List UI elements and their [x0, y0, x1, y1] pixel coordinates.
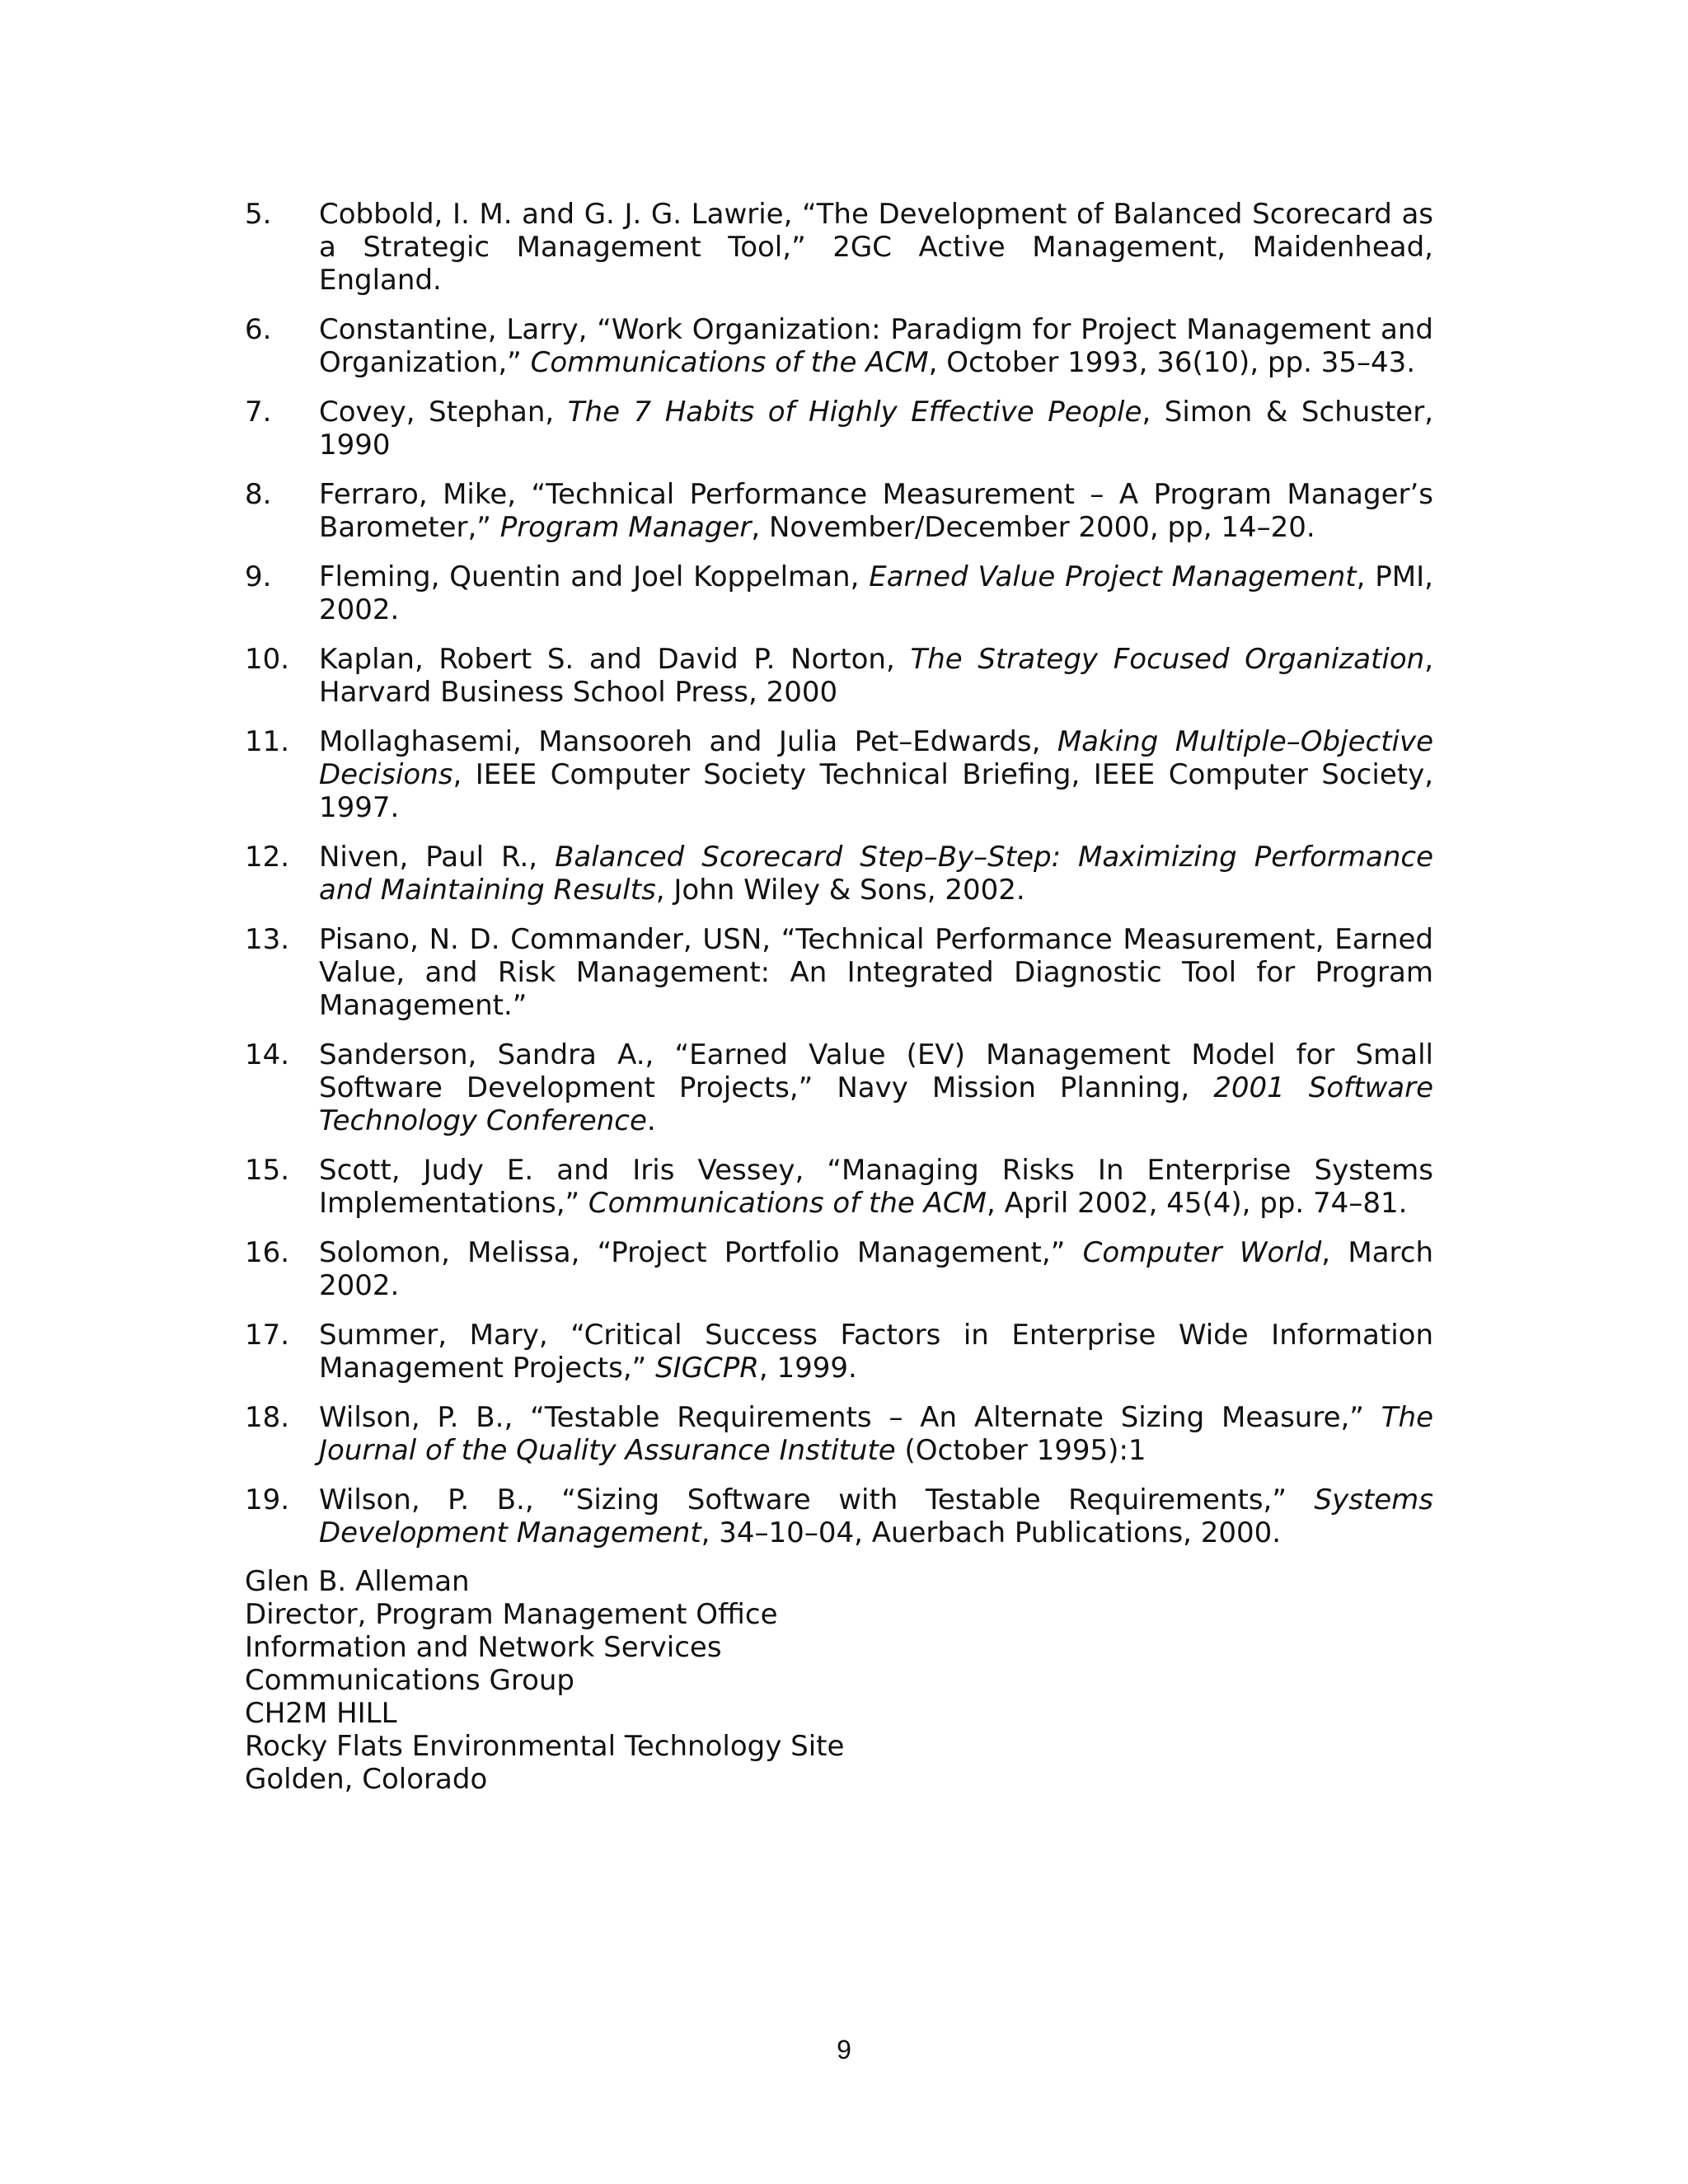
reference-number: 16.	[245, 1236, 290, 1269]
author-department: Information and Network Services	[245, 1631, 722, 1664]
reference-segment: Scott, Judy E. and Iris Vessey, “Managing Risks In Enterprise Systems Implementations,”	[319, 1154, 1433, 1220]
reference-segment: , April 2002, 45(4), pp. 74–81.	[986, 1187, 1408, 1220]
reference-number: 8.	[245, 478, 272, 511]
reference-segment: , Harvard Business School Press, 2000	[319, 643, 1433, 709]
reference-segment: Fleming, Quentin and Joel Koppelman,	[319, 560, 870, 593]
reference-number: 15.	[245, 1154, 290, 1187]
reference-item	[245, 313, 1433, 379]
reference-item	[245, 923, 1433, 1022]
reference-number: 17.	[245, 1319, 290, 1352]
reference-segment: , John Wiley & Sons, 2002.	[655, 874, 1025, 907]
reference-text	[319, 1319, 1433, 1385]
reference-italic-title: SIGCPR	[655, 1352, 759, 1385]
reference-number: 5.	[245, 198, 272, 231]
reference-item	[245, 643, 1433, 709]
reference-item	[245, 1483, 1433, 1549]
author-company: CH2M HILL	[245, 1697, 397, 1730]
reference-text	[319, 1154, 1433, 1220]
reference-item	[245, 1319, 1433, 1385]
reference-text	[319, 643, 1433, 709]
reference-segment: Kaplan, Robert S. and David P. Norton,	[319, 643, 911, 676]
reference-segment: .	[646, 1104, 656, 1137]
reference-segment: , 34–10–04, Auerbach Publications, 2000.	[701, 1516, 1282, 1549]
reference-segment: Cobbold, I. M. and G. J. G. Lawrie, “The Development of Balanced Scorecard as a Strategic Management Tool,” 2GC Active Management, Maidenhead, England.	[319, 198, 1433, 297]
reference-segment: Ferraro, Mike, “Technical Performance Measurement – A Program Manager’s Barometer,”	[319, 478, 1433, 544]
reference-segment: , Simon & Schuster, 1990	[319, 396, 1433, 462]
reference-italic-title: The Journal of the Quality Assurance Institute	[319, 1401, 1433, 1467]
reference-segment: Pisano, N. D. Commander, USN, “Technical Performance Measurement, Earned Value, and Risk Management: An Integrated Diagnostic Tool for Program Management.”	[319, 923, 1433, 1022]
reference-italic-title: Communications of the ACM	[530, 346, 929, 379]
reference-italic-title: The Strategy Focused Organization	[910, 643, 1425, 676]
page-number: 9	[837, 2035, 851, 2064]
reference-segment: , March 2002.	[319, 1236, 1434, 1302]
reference-segment: Wilson, P. B., “Sizing Software with Testable Requirements,”	[319, 1483, 1315, 1516]
author-group: Communications Group	[245, 1664, 575, 1697]
reference-text	[319, 1038, 1433, 1137]
reference-item	[245, 1038, 1433, 1137]
reference-segment: Wilson, P. B., “Testable Requirements – An Alternate Sizing Measure,”	[319, 1401, 1381, 1434]
reference-item	[245, 1401, 1433, 1467]
reference-item	[245, 560, 1433, 626]
reference-segment: (October 1995):1	[895, 1434, 1146, 1467]
reference-item	[245, 396, 1433, 462]
reference-italic-title: Computer World	[1082, 1236, 1322, 1269]
reference-number: 7.	[245, 396, 272, 429]
reference-segment: , November/December 2000, pp, 14–20.	[751, 511, 1315, 544]
reference-item	[245, 725, 1433, 824]
reference-italic-title: Program Manager	[499, 511, 752, 544]
reference-text	[319, 313, 1433, 379]
reference-italic-title: Systems Development Management	[319, 1483, 1433, 1549]
reference-italic-title: Communications of the ACM	[588, 1187, 987, 1220]
author-title: Director, Program Management Office	[245, 1598, 778, 1631]
reference-text	[319, 560, 1433, 626]
reference-item	[245, 841, 1433, 907]
reference-text	[319, 478, 1433, 544]
reference-number: 18.	[245, 1401, 290, 1434]
reference-segment: , IEEE Computer Society Technical Briefing, IEEE Computer Society, 1997.	[319, 758, 1433, 824]
reference-italic-title: Balanced Scorecard Step–By–Step: Maximizing Performance and Maintaining Results	[319, 841, 1433, 907]
reference-text	[319, 1483, 1433, 1549]
reference-italic-title: The 7 Habits of Highly Effective People	[567, 396, 1142, 429]
reference-number: 10.	[245, 643, 290, 676]
reference-text	[319, 841, 1433, 907]
reference-number: 12.	[245, 841, 290, 874]
reference-text	[319, 1401, 1433, 1467]
author-signature-block	[245, 1565, 844, 1796]
reference-number: 11.	[245, 725, 290, 758]
reference-segment: Mollaghasemi, Mansooreh and Julia Pet–Edwards,	[319, 725, 1057, 758]
reference-number: 14.	[245, 1038, 290, 1071]
reference-text	[319, 923, 1433, 1022]
reference-text	[319, 1236, 1433, 1302]
reference-segment: Constantine, Larry, “Work Organization: Paradigm for Project Management and Organization,”	[319, 313, 1433, 379]
reference-text	[319, 396, 1433, 462]
reference-number: 9.	[245, 560, 272, 593]
reference-segment: , PMI, 2002.	[319, 560, 1433, 626]
author-location: Golden, Colorado	[245, 1763, 488, 1796]
reference-item	[245, 478, 1433, 544]
reference-item	[245, 198, 1433, 297]
reference-item	[245, 1236, 1433, 1302]
reference-list	[245, 198, 1433, 1566]
reference-number: 19.	[245, 1483, 290, 1516]
reference-segment: Sanderson, Sandra A., “Earned Value (EV) Management Model for Small Software Development Projects,” Navy Mission Planning,	[319, 1038, 1433, 1104]
reference-text	[319, 725, 1433, 824]
author-name: Glen B. Alleman	[245, 1565, 470, 1598]
reference-segment: , 1999.	[758, 1352, 857, 1385]
reference-italic-title: Earned Value Project Management	[869, 560, 1357, 593]
reference-item	[245, 1154, 1433, 1220]
reference-segment: Solomon, Melissa, “Project Portfolio Management,”	[319, 1236, 1083, 1269]
reference-segment: Summer, Mary, “Critical Success Factors in Enterprise Wide Information Management Projects,”	[319, 1319, 1433, 1385]
reference-text	[319, 198, 1433, 297]
reference-number: 13.	[245, 923, 290, 956]
reference-number: 6.	[245, 313, 272, 346]
reference-italic-title: Making Multiple–Objective Decisions	[319, 725, 1434, 791]
reference-segment: Niven, Paul R.,	[319, 841, 556, 874]
reference-segment: , October 1993, 36(10), pp. 35–43.	[928, 346, 1416, 379]
reference-italic-title: 2001 Software Technology Conference	[319, 1071, 1434, 1137]
reference-segment: Covey, Stephan,	[319, 396, 568, 429]
author-site: Rocky Flats Environmental Technology Site	[245, 1730, 845, 1763]
